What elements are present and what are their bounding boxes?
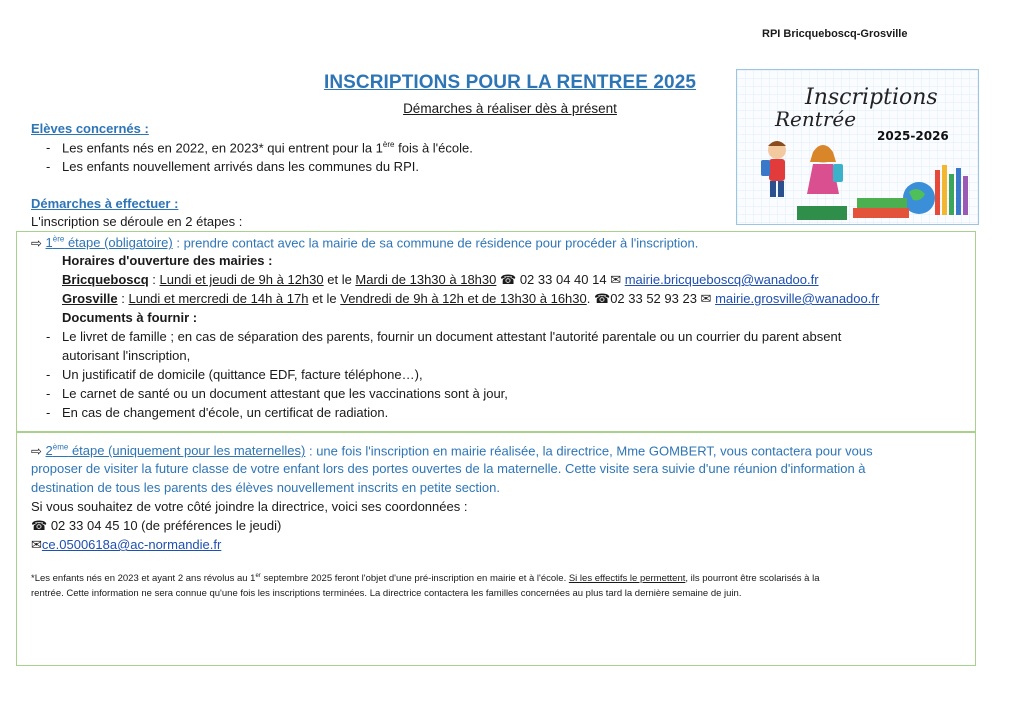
doc-item-2: - Un justificatif de domicile (quittance EDF, facture téléphone…), [46, 367, 423, 382]
step2-title: ⇨ 2ème étape (uniquement pour les maternelles) : une fois l'inscription en mairie réalisée, la directrice, Mme GOMBERT, vous contactera pour vous [31, 443, 873, 459]
step1-label: 1ère étape (obligatoire) [45, 235, 173, 251]
eleves-heading: Elèves concernés : [31, 121, 149, 136]
doc-item-1-cont: autorisant l'inscription, [62, 348, 191, 363]
arrow-icon: ⇨ [31, 235, 42, 251]
organization-label: RPI Bricqueboscq-Grosville [762, 28, 908, 40]
arrow-icon: ⇨ [31, 443, 42, 459]
contact-intro: Si vous souhaitez de votre côté joindre la directrice, voici ses coordonnées : [31, 499, 468, 514]
phone-icon: ☎ [31, 518, 48, 533]
email-grosville-link[interactable]: mairie.grosville@wanadoo.fr [715, 291, 880, 306]
bullet-dash: - [46, 329, 51, 344]
bullet-dash: - [46, 386, 51, 401]
doc-item-1: - Le livret de famille ; en cas de séparation des parents, fournir un document attestant l'autorité parentale ou un courrier du parent absent [46, 329, 842, 344]
phone-icon: ☎ [500, 272, 517, 287]
kid-girl-backpack [833, 164, 843, 182]
inscriptions-illustration [736, 69, 979, 225]
mail-icon: ✉ [700, 291, 712, 306]
illustration-title-line2: Rentrée [775, 107, 857, 131]
illustration-title-line1: Inscriptions [805, 85, 938, 110]
illustration-years: 2025-2026 [877, 129, 949, 143]
kid-boy-shirt [769, 159, 785, 181]
step2-line3: destination de tous les parents des élèves nouvellement inscrits en petite section. [31, 480, 500, 495]
directrice-email [31, 537, 221, 553]
docs-heading: Documents à fournir : [62, 310, 198, 325]
page-subtitle: Démarches à réaliser dès à présent [403, 101, 617, 116]
kid-boy-backpack [761, 160, 770, 176]
doc-item-3: - Le carnet de santé ou un document attestant que les vaccinations sont à jour, [46, 386, 508, 401]
book-stack [857, 198, 907, 208]
bullet-dash: - [46, 140, 51, 155]
eleves-item-2: - Les enfants nouvellement arrivés dans les communes du RPI. [46, 159, 419, 174]
phone-icon: ☎ [593, 291, 611, 306]
email-bricqueboscq-link[interactable]: mairie.bricqueboscq@wanadoo.fr [624, 272, 819, 287]
eleves-item-1: - Les enfants nés en 2022, en 2023* qui entrent pour la 1ère fois à l'école. [46, 140, 473, 156]
step2-label: 2ème étape (uniquement pour les maternelles) [45, 443, 306, 459]
bullet-dash: - [46, 159, 51, 174]
email-directrice-link[interactable]: ce.0500618a@ac-normandie.fr [41, 537, 222, 552]
illustration-drawing [737, 70, 978, 224]
step2-line2: proposer de visiter la future classe de votre enfant lors des portes ouvertes de la maternelle. Cette visite sera suivie d'une réunion d'information à [31, 461, 866, 476]
mail-icon: ✉ [31, 537, 42, 552]
directrice-phone: ☎ 02 33 04 45 10 (de préférences le jeudi) [31, 518, 282, 533]
chalkboard [797, 206, 847, 220]
step1-title: ⇨ 1ère étape (obligatoire) : prendre contact avec la mairie de sa commune de résidence pour procéder à l'inscription. [31, 235, 699, 251]
bricqueboscq-hours: Bricqueboscq : Lundi et jeudi de 9h à 12h30 et le Mardi de 13h30 à 18h30 ☎ 02 33 04 40 14 ✉ mairie.bricqueboscq@wanadoo.fr [62, 272, 819, 287]
footnote: *Les enfants nés en 2023 et ayant 2 ans révolus au 1er septembre 2025 feront l'objet d'une pré-inscription en mairie et à l'école. Si les effectifs le permettent, ils pourront être scolarisés à la rentrée. Cette information ne sera connue qu'une fois les inscriptions terminées. La directrice contactera les familles concernées au plus tard la dernière semaine de juin. [31, 573, 820, 600]
bullet-dash: - [46, 405, 51, 420]
bullet-dash: - [46, 367, 51, 382]
demarches-intro: L'inscription se déroule en 2 étapes : [31, 214, 243, 229]
hours-heading: Horaires d'ouverture des mairies : [62, 253, 273, 268]
page-title: INSCRIPTIONS POUR LA RENTREE 2025 [323, 72, 697, 93]
grosville-hours: Grosville : Lundi et mercredi de 14h à 17h et le Vendredi de 9h à 12h et de 13h30 à 16h30. ☎02 33 52 93 23 ✉ mairie.grosville@wanadoo.fr [62, 291, 880, 306]
mail-icon: ✉ [610, 272, 622, 287]
doc-item-4: - En cas de changement d'école, un certificat de radiation. [46, 405, 389, 420]
demarches-heading: Démarches à effectuer : [31, 196, 179, 211]
